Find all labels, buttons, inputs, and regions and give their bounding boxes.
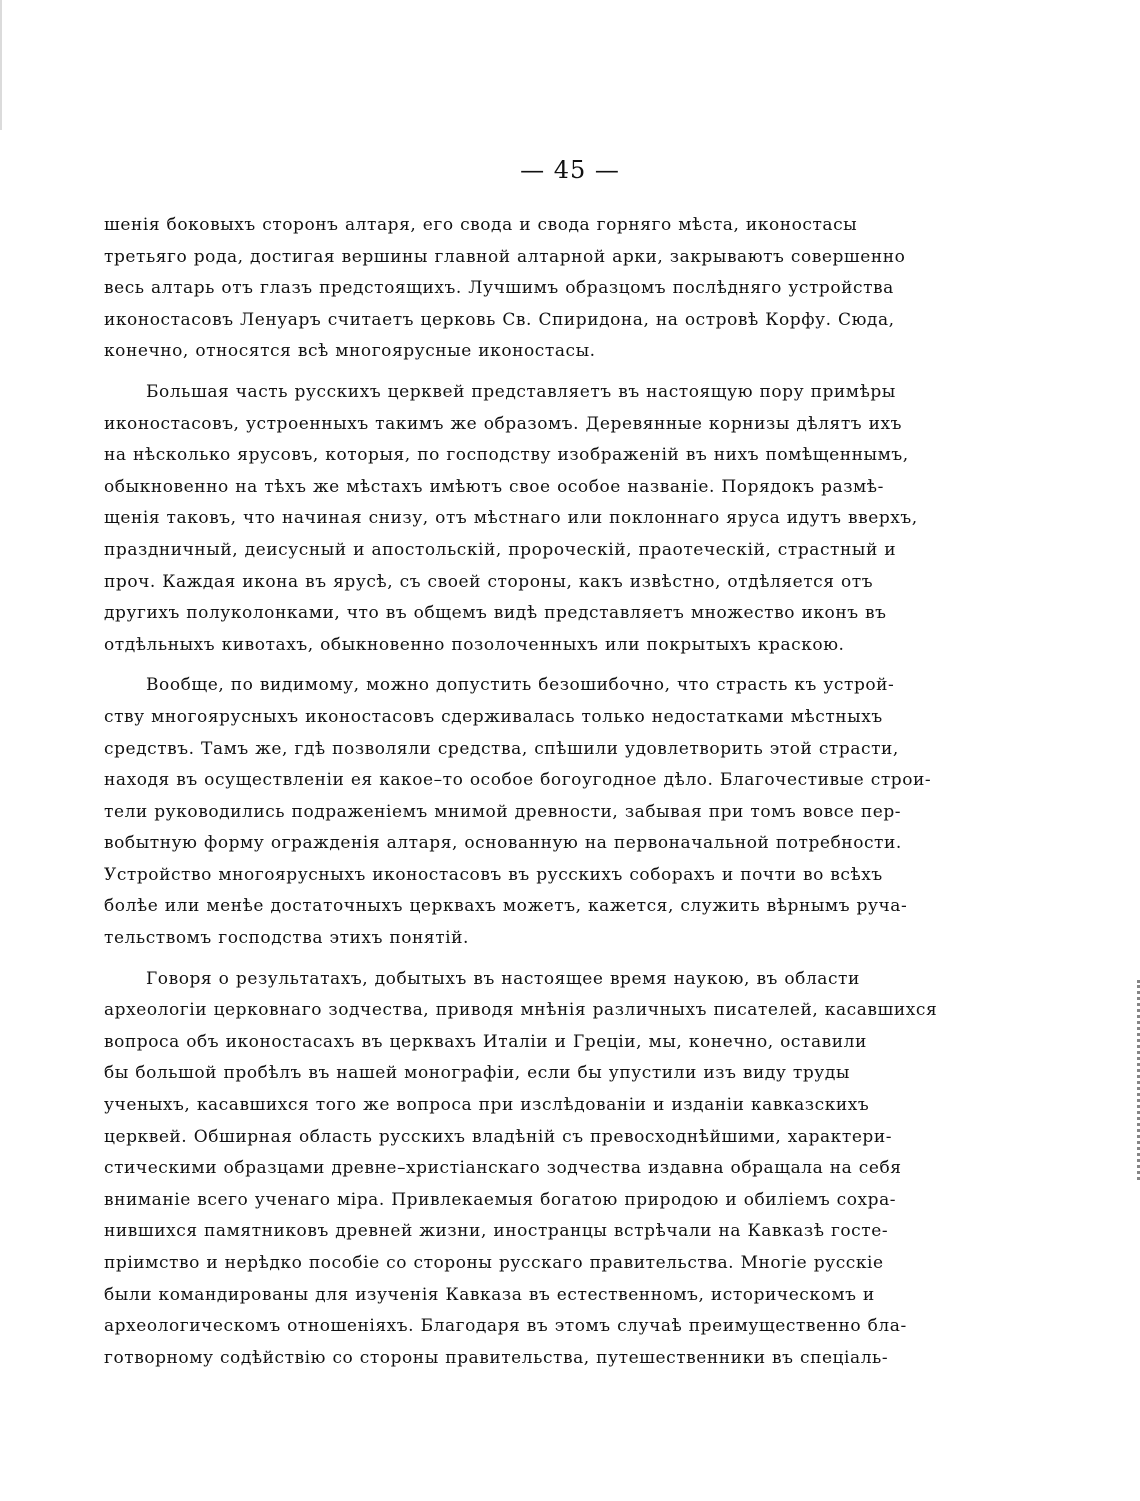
text-line: проч. Каждая икона въ ярусѣ, съ своей стороны, какъ извѣстно, отдѣляется отъ xyxy=(104,571,874,592)
text-line: иконостасовъ Ленуаръ считаетъ церковь Св. Спиридона, на островѣ Корфу. Сюда, xyxy=(104,309,895,330)
text-line: тельствомъ господства этихъ понятій. xyxy=(104,928,469,949)
text-line: пріимство и нерѣдко пособіе со стороны русскаго правительства. Многіе русскіе xyxy=(104,1253,884,1273)
text-line: бы большой пробѣлъ въ нашей монографіи, если бы упустили изъ виду труды xyxy=(104,1063,850,1084)
text-line: вобытную форму огражденія алтаря, основанную на первоначальной потребности. xyxy=(104,833,902,854)
text-line: обыкновенно на тѣхъ же мѣстахъ имѣютъ свое особое названіе. Порядокъ размѣ- xyxy=(104,476,884,497)
text-line: вопроса объ иконостасахъ въ церквахъ Италіи и Греціи, мы, конечно, оставили xyxy=(104,1031,867,1052)
page-body xyxy=(104,210,946,1368)
text-line: болѣе или менѣе достаточныхъ церквахъ можетъ, кажется, служить вѣрнымъ руча- xyxy=(104,896,908,917)
text-line: ученыхъ, касавшихся того же вопроса при изслѣдованіи и изданіи кавказскихъ xyxy=(104,1095,870,1116)
page-number: — 45 — xyxy=(520,156,620,184)
paragraph-spacer xyxy=(104,661,946,670)
paragraph xyxy=(104,377,946,661)
text-line: Вообще, по видимому, можно допустить безошибочно, что страсть къ устрой- xyxy=(146,675,895,696)
text-line: средствъ. Тамъ же, гдѣ позволяли средства, спѣшили удовлетворить этой страсти, xyxy=(104,738,899,759)
text-line: находя въ осуществленіи ея какое–то особое богоугодное дѣло. Благочестивые строи- xyxy=(104,770,932,791)
text-line: отдѣльныхъ кивотахъ, обыкновенно позолоченныхъ или покрытыхъ краскою. xyxy=(104,634,845,655)
text-line: тели руководились подраженіемъ мнимой древности, забывая при томъ вовсе пер- xyxy=(104,801,902,822)
paragraph xyxy=(104,210,946,368)
right-margin-mark xyxy=(1131,980,1140,1180)
left-margin-mark xyxy=(0,0,12,130)
text-line: праздничный, деисусный и апостольскій, пророческій, праотеческій, страстный и xyxy=(104,539,897,560)
text-line: церквей. Обширная область русскихъ владѣній съ превосходнѣйшими, характери- xyxy=(104,1126,893,1147)
paragraph-spacer xyxy=(104,955,946,964)
text-line: готворному содѣйствію со стороны правительства, путешественники въ спеціаль- xyxy=(104,1347,889,1368)
text-line: иконостасовъ, устроенныхъ такимъ же образомъ. Деревянные корнизы дѣлятъ ихъ xyxy=(104,413,902,434)
text-line: другихъ полуколонками, что въ общемъ видѣ представляетъ множество иконъ въ xyxy=(104,603,887,624)
text-line: весь алтарь отъ глазъ предстоящихъ. Лучшимъ образцомъ послѣдняго устройства xyxy=(104,278,894,299)
paragraph-spacer xyxy=(104,368,946,377)
text-line: стическими образцами древне–христіанскаго зодчества издавна обращала на себя xyxy=(104,1158,902,1179)
text-line: на нѣсколько ярусовъ, которыя, по господству изображеній въ нихъ помѣщеннымъ, xyxy=(104,445,909,466)
text-line: ству многоярусныхъ иконостасовъ сдерживалась только недостатками мѣстныхъ xyxy=(104,706,883,727)
text-line: вниманіе всего ученаго міра. Привлекаемыя богатою природою и обиліемъ сохра- xyxy=(104,1189,897,1210)
text-line: нившихся памятниковъ древней жизни, иностранцы встрѣчали на Кавказѣ госте- xyxy=(104,1221,889,1242)
text-line: третьяго рода, достигая вершины главной алтарной арки, закрываютъ совершенно xyxy=(104,246,906,267)
text-line: конечно, относятся всѣ многоярусные иконостасы. xyxy=(104,341,596,362)
text-line: археологіи церковнаго зодчества, приводя мнѣнія различныхъ писателей, касавшихся xyxy=(104,1000,938,1021)
text-line: Большая часть русскихъ церквей представляетъ въ настоящую пору примѣры xyxy=(146,381,896,402)
paragraph xyxy=(104,670,946,954)
text-line: археологическомъ отношеніяхъ. Благодаря въ этомъ случаѣ преимущественно бла- xyxy=(104,1316,907,1337)
text-line: шенія боковыхъ сторонъ алтаря, его свода и свода горняго мѣста, иконостасы xyxy=(104,215,858,235)
text-line: щенія таковъ, что начиная снизу, отъ мѣстнаго или поклоннаго яруса идутъ вверхъ, xyxy=(104,508,918,529)
text-line: Устройство многоярусныхъ иконостасовъ въ русскихъ соборахъ и почти во всѣхъ xyxy=(104,864,883,885)
paragraph xyxy=(104,964,946,1375)
text-line: Говоря о результатахъ, добытыхъ въ настоящее время наукою, въ области xyxy=(146,968,860,989)
text-line: были командированы для изученія Кавказа въ естественномъ, историческомъ и xyxy=(104,1284,875,1305)
